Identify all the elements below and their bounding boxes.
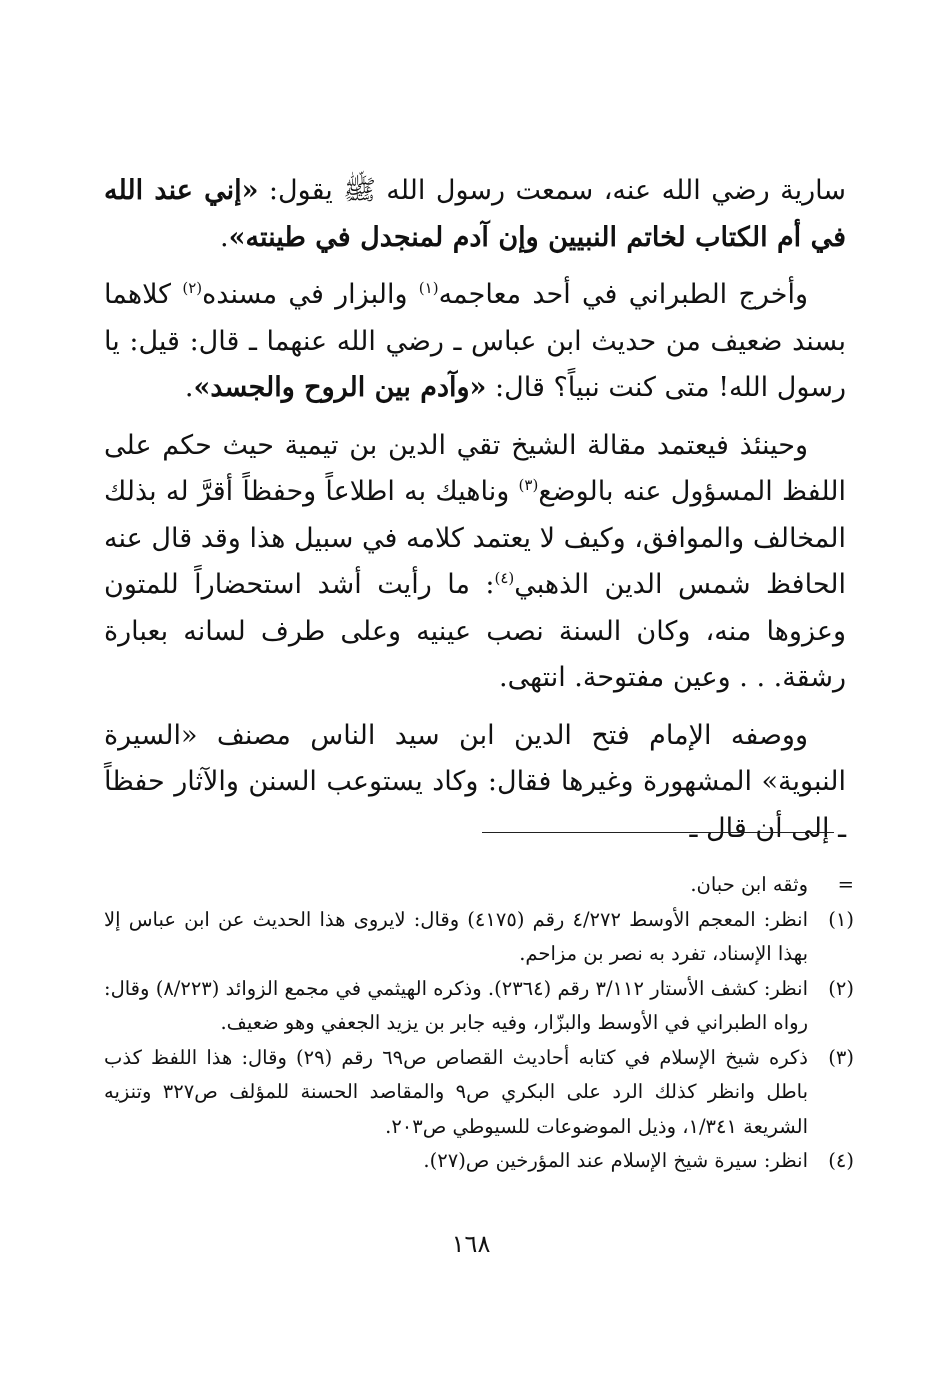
footnote-text: انظر: سيرة شيخ الإسلام عند المؤرخين ص(٢٧). <box>423 1149 808 1172</box>
footnote-4 <box>104 1144 854 1179</box>
paragraph-4: ووصفه الإمام فتح الدين ابن سيد الناس مصنف «السيرة النبوية» المشهورة وغيرها فقال: وكاد يستوعب السنن والآثار حفظاً ـ إلى أن قال ـ <box>104 719 846 844</box>
text-run: : ما رأيت أشد استحضاراً للمتون وعزوها منه، وكان السنة نصب عينيه وعلى طرف لسانه بعبارة رشقة. . . وعين مفتوحة. انتهى. <box>104 569 846 693</box>
footnote-number: (٤) <box>828 1149 854 1172</box>
footnote-number: (٣) <box>828 1045 854 1069</box>
footnote-number: (٢) <box>828 976 854 1000</box>
footnote-text: انظر: كشف الأستار ٣/١١٢ رقم (٢٣٦٤). وذكره الهيثمي في مجمع الزوائد (٨/٢٢٣) وقال: رواه الطبراني في الأوسط والبزّار، وفيه جابر بن يزيد الجعفي وهو ضعيف. <box>104 976 808 1034</box>
footnote-ref-1: (١) <box>418 279 439 297</box>
footnote-text: ذكره شيخ الإسلام في كتابه أحاديث القصاص ص٦٩ رقم (٢٩) وقال: هذا اللفظ كذب باطل وانظر كذلك الرد على البكري ص٩ والمقاصد الحسنة للمؤلف ص٣٢٧ وتنزيه الشريعة ١/٣٤١، وذيل الموضوعات للسيوطي ص٢٠٣. <box>104 1045 808 1138</box>
text-run: سارية رضي الله عنه، سمعت رسول الله ﷺ يقول: <box>258 175 846 206</box>
page-number: ١٦٨ <box>451 1230 491 1258</box>
footnotes <box>104 868 854 1179</box>
text-run: وناهيك به اطلاعاً وحفظاً أقرَّ له بذلك المخالف والموافق، وكيف لا يعتمد كلامه في سبيل هذا وقد قال عنه الحافظ شمس الدين الذهبي <box>104 476 846 600</box>
hadith-quote: «وآدم بين الروح والجسد» <box>193 372 487 403</box>
footnote-number: (١) <box>828 907 854 931</box>
text-run: وأخرج الطبراني في أحد معاجمه <box>438 279 809 310</box>
footnote-separator <box>482 832 834 833</box>
paragraph-1 <box>104 168 846 261</box>
footnote-text: وثقه ابن حبان. <box>690 873 808 896</box>
paragraph-2 <box>104 272 846 412</box>
paragraph-3 <box>104 423 846 702</box>
footnote-3 <box>104 1041 854 1145</box>
footnote-text: انظر: المعجم الأوسط ٤/٢٧٢ رقم (٤١٧٥) وقال: لايروى هذا الحديث عن ابن عباس إلا بهذا الإسناد، تفرد به نصر بن مزاحم. <box>104 907 808 965</box>
footnote-number: = <box>837 873 854 896</box>
footnote-2 <box>104 972 854 1041</box>
text-run: . <box>220 221 229 253</box>
footnote-1 <box>104 903 854 972</box>
footnote-ref-2: (٢) <box>182 279 203 297</box>
text-run: . <box>184 372 194 403</box>
hadith-quote: «إني عند الله في أم الكتاب لخاتم النبيين وإن آدم لمنجدل في طينته» <box>104 175 846 253</box>
footnote-ref-4: (٤) <box>494 569 515 587</box>
text-run: وحينئذ فيعتمد مقالة الشيخ تقي الدين بن تيمية حيث حكم على اللفظ المسؤول عنه بالوضع <box>104 429 846 507</box>
text-run: كلاهما بسند ضعيف من حديث ابن عباس ـ رضي الله عنهما ـ قال: قيل: يا رسول الله! متى كنت نبياً؟ قال: <box>104 279 846 403</box>
footnote-continuation <box>104 868 854 903</box>
main-text <box>104 168 846 863</box>
text-run: والبزار في مسنده <box>202 279 419 310</box>
footnote-ref-3: (٣) <box>518 476 539 494</box>
